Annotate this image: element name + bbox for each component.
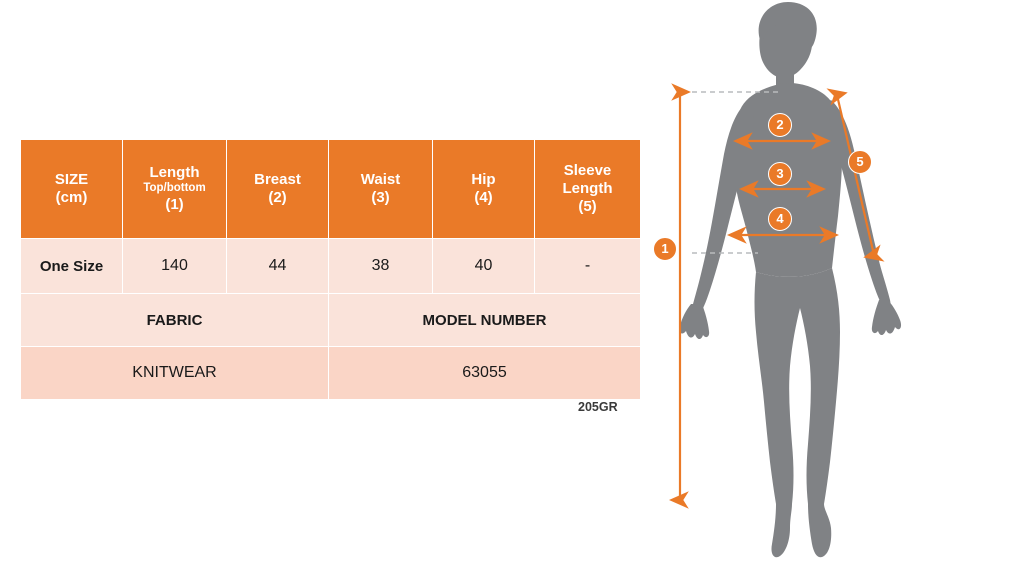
header-num: (5) bbox=[578, 198, 597, 215]
header-num: (cm) bbox=[55, 189, 88, 206]
weight-note: 205GR bbox=[578, 400, 618, 414]
measurement-badge-1: 1 bbox=[653, 237, 677, 261]
header-num: (3) bbox=[371, 189, 390, 206]
table-row bbox=[21, 294, 641, 347]
header-num: (1) bbox=[165, 195, 184, 213]
header-title: SIZE bbox=[54, 171, 89, 188]
figure-svg bbox=[650, 0, 1024, 583]
size-table bbox=[20, 139, 641, 400]
header-num: (2) bbox=[268, 189, 287, 206]
female-body-silhouette bbox=[679, 2, 901, 557]
header-cell-waist bbox=[329, 140, 433, 239]
header-title: Sleeve bbox=[563, 162, 612, 179]
cell-size-label: One Size bbox=[21, 239, 123, 294]
model-figure-diagram bbox=[650, 0, 1024, 583]
cell-fabric-label: FABRIC bbox=[21, 294, 329, 347]
cell-breast-value: 44 bbox=[227, 239, 329, 294]
cell-fabric-value: KNITWEAR bbox=[21, 347, 329, 400]
header-sub: Top/bottom bbox=[143, 182, 206, 195]
cell-waist-value: 38 bbox=[329, 239, 433, 294]
cell-sleeve-value: - bbox=[535, 239, 641, 294]
table-row bbox=[21, 239, 641, 294]
header-title: Breast bbox=[254, 171, 301, 188]
header-cell-breast bbox=[227, 140, 329, 239]
measurement-badge-2: 2 bbox=[768, 113, 792, 137]
measurement-badge-3: 3 bbox=[768, 162, 792, 186]
header-cell-sleeve bbox=[535, 140, 641, 239]
header-cell-length bbox=[123, 140, 227, 239]
cell-model-label: MODEL NUMBER bbox=[329, 294, 641, 347]
header-cell-hip bbox=[433, 140, 535, 239]
header-title: Hip bbox=[471, 171, 496, 188]
header-sub: Length bbox=[562, 180, 613, 197]
header-title: Waist bbox=[360, 171, 401, 188]
table-row bbox=[21, 347, 641, 400]
header-cell-size bbox=[21, 140, 123, 239]
cell-length-value: 140 bbox=[123, 239, 227, 294]
table-header-row bbox=[21, 140, 641, 239]
header-title: Length bbox=[149, 164, 200, 182]
cell-model-value: 63055 bbox=[329, 347, 641, 400]
cell-hip-value: 40 bbox=[433, 239, 535, 294]
measurement-badge-4: 4 bbox=[768, 207, 792, 231]
measurement-badge-5: 5 bbox=[848, 150, 872, 174]
header-num: (4) bbox=[474, 189, 493, 206]
